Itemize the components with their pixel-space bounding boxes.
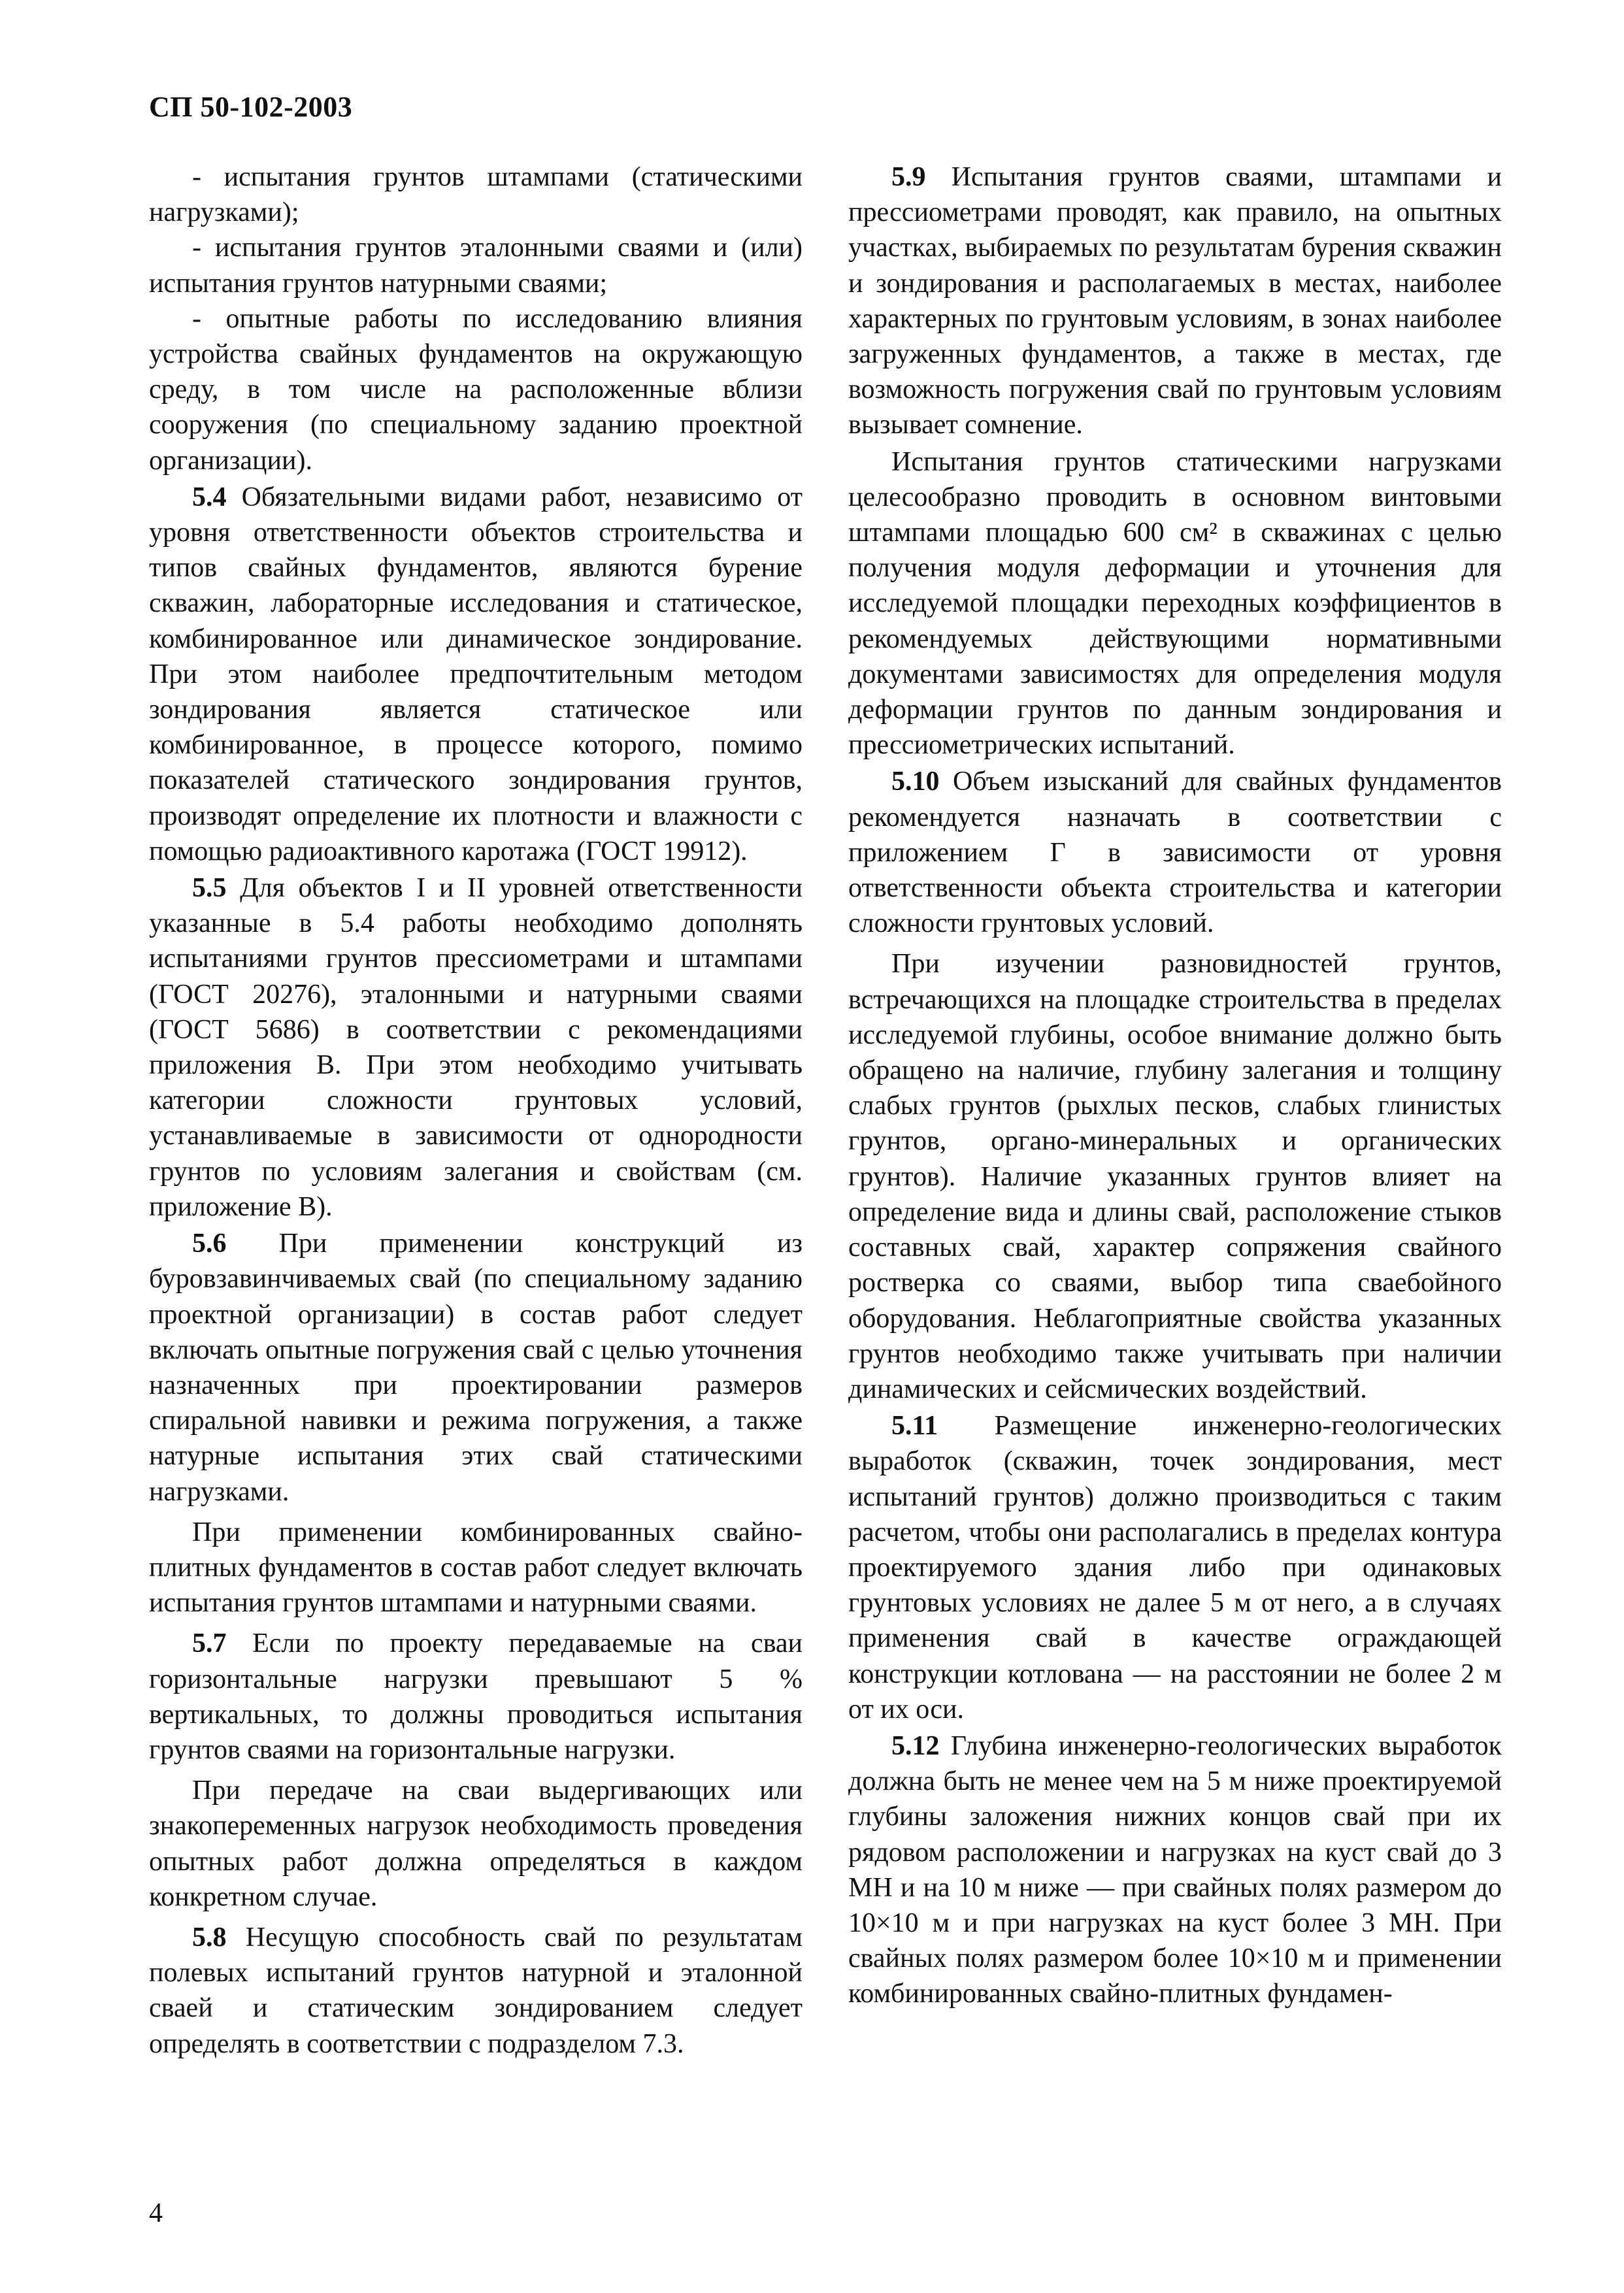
clause-5-5: 5.5 Для объектов I и II уровней ответственности указанные в 5.4 работы необходимо дополнять испытаниями грунтов прессиометрами и штампами (ГОСТ 20276), эталонными и натурными сваями (ГОСТ 5686) в соответствии с рекомендациями приложения В. При этом необходимо учитывать категории сложности грунтовых условий, устанавливаемые в зависимости от однородности грунтов по условиям залегания и свойствам (см. приложение В). [149, 873, 803, 1222]
clause-5-6: 5.6 При применении конструкций из буровзавинчиваемых свай (по специальному заданию проектной организации) в состав работ следует включать опытные погружения свай с целью уточнения назначенных при проектировании размеров спиральной навивки и режима погружения, а также натурные испытания этих свай статическими нагрузками. [149, 1229, 803, 1507]
paragraph: При изучении разновидностей грунтов, встречающихся на площадке строительства в пределах исследуемой глубины, особое внимание должно быть обращено на наличие, глубину залегания и толщину слабых грунтов (рыхлых песков, слабых глинистых грунтов, органо-минеральных и органических грунтов). Наличие указанных грунтов влияет на определение вида и длины свай, расположение стыков составных свай, характер сопряжения свайного ростверка со сваями, выбор типа сваебойного оборудования. Неблагоприятные свойства указанных грунтов необходимо также учитывать при наличии динамических и сейсмических воздействий. [848, 949, 1502, 1404]
clause-number: 5.5 [192, 873, 227, 904]
left-text-column [149, 159, 803, 2067]
paragraph: - испытания грунтов штампами (статическими нагрузками); [149, 162, 803, 228]
clause-number: 5.7 [192, 1628, 227, 1659]
clause-5-11: 5.11 Размещение инженерно-геологических выработок (скважин, точек зондирования, мест испытаний грунтов) должно производиться с таким расчетом, чтобы они располагались в пределах контура проектируемого здания либо при одинаковых грунтовых условиях не далее 5 м от него, а в случаях применения свай в качестве ограждающей конструкции котлована — на расстоянии не более 2 м от их оси. [848, 1411, 1502, 1724]
clause-number: 5.9 [891, 162, 926, 192]
clause-number: 5.11 [891, 1411, 938, 1442]
clause-5-4: 5.4 Обязательными видами работ, независимо от уровня ответственности объектов строительства и типов свайных фундаментов, являются бурение скважин, лабораторные исследования и статическое, комбинированное или динамическое зондирование. При этом наиболее предпочтительным методом зондирования является статическое или комбинированное, в процессе которого, помимо показателей статического зондирования грунтов, производят определение их плотности и влажности с помощью радиоактивного каротажа (ГОСТ 19912). [149, 482, 803, 866]
clause-5-9: 5.9 Испытания грунтов сваями, штампами и прессиометрами проводят, как правило, на опытных участках, выбираемых по результатам бурения скважин и зондирования и располагаемых в местах, наиболее характерных по грунтовым условиям, в зонах наиболее загруженных фундаментов, а также в местах, где возможность погружения свай по грунтовым условиям вызывает сомнение. [848, 162, 1502, 440]
document-code-header: СП 50-102-2003 [149, 91, 353, 123]
page-number: 4 [149, 2198, 163, 2228]
paragraph: Испытания грунтов статическими нагрузками целесообразно проводить в основном винтовыми штампами площадью 600 см² в скважинах с целью получения модуля деформации и уточнения для исследуемой площадки переходных коэффициентов в рекомендуемых действующими нормативными документами зависимостях для определения модуля деформации грунтов по данным зондирования и прессиометрических испытаний. [848, 446, 1502, 761]
clause-number: 5.8 [192, 1922, 227, 1953]
clause-number: 5.4 [192, 482, 227, 512]
paragraph: - испытания грунтов эталонными сваями и (или) испытания грунтов натурными сваями; [149, 233, 803, 299]
paragraph: - опытные работы по исследованию влияния устройства свайных фундаментов на окружающую среду, в том числе на расположенные вблизи сооружения (по специальному заданию проектной организации). [149, 303, 803, 476]
clause-number: 5.6 [192, 1229, 227, 1259]
clause-number: 5.10 [891, 767, 940, 797]
paragraph: При передаче на сваи выдергивающих или знакопеременных нагрузок необходимость проведения опытных работ должна определяться в каждом конкретном случае. [149, 1775, 803, 1912]
clause-5-12: 5.12 Глубина инженерно-геологических выработок должна быть не менее чем на 5 м ниже проектируемой глубины заложения нижних концов свай при их рядовом расположении и нагрузках на куст свай до 3 МН и на 10 м ниже — при свайных полях размером до 10×10 м и при нагрузках на куст более 3 МН. При свайных полях размером более 10×10 м и применении комбинированных свайно-плитных фундамен- [848, 1730, 1502, 2009]
clause-5-7: 5.7 Если по проекту передаваемые на сваи горизонтальные нагрузки превышают 5 % вертикальных, то должны проводиться испытания грунтов сваями на горизонтальные нагрузки. [149, 1628, 803, 1765]
clause-5-10: 5.10 Объем изысканий для свайных фундаментов рекомендуется назначать в соответствии с приложением Г в зависимости от уровня ответственности объекта строительства и категории сложности грунтовых условий. [848, 767, 1502, 939]
right-text-column [848, 159, 1502, 2013]
clause-5-8: 5.8 Несущую способность свай по результатам полевых испытаний грунтов натурной и эталонной сваей и статическим зондированием следует определять в соответствии с подразделом 7.3. [149, 1922, 803, 2059]
paragraph: При применении комбинированных свайно-плитных фундаментов в состав работ следует включать испытания грунтов штампами и натурными сваями. [149, 1517, 803, 1619]
clause-number: 5.12 [891, 1730, 940, 1761]
